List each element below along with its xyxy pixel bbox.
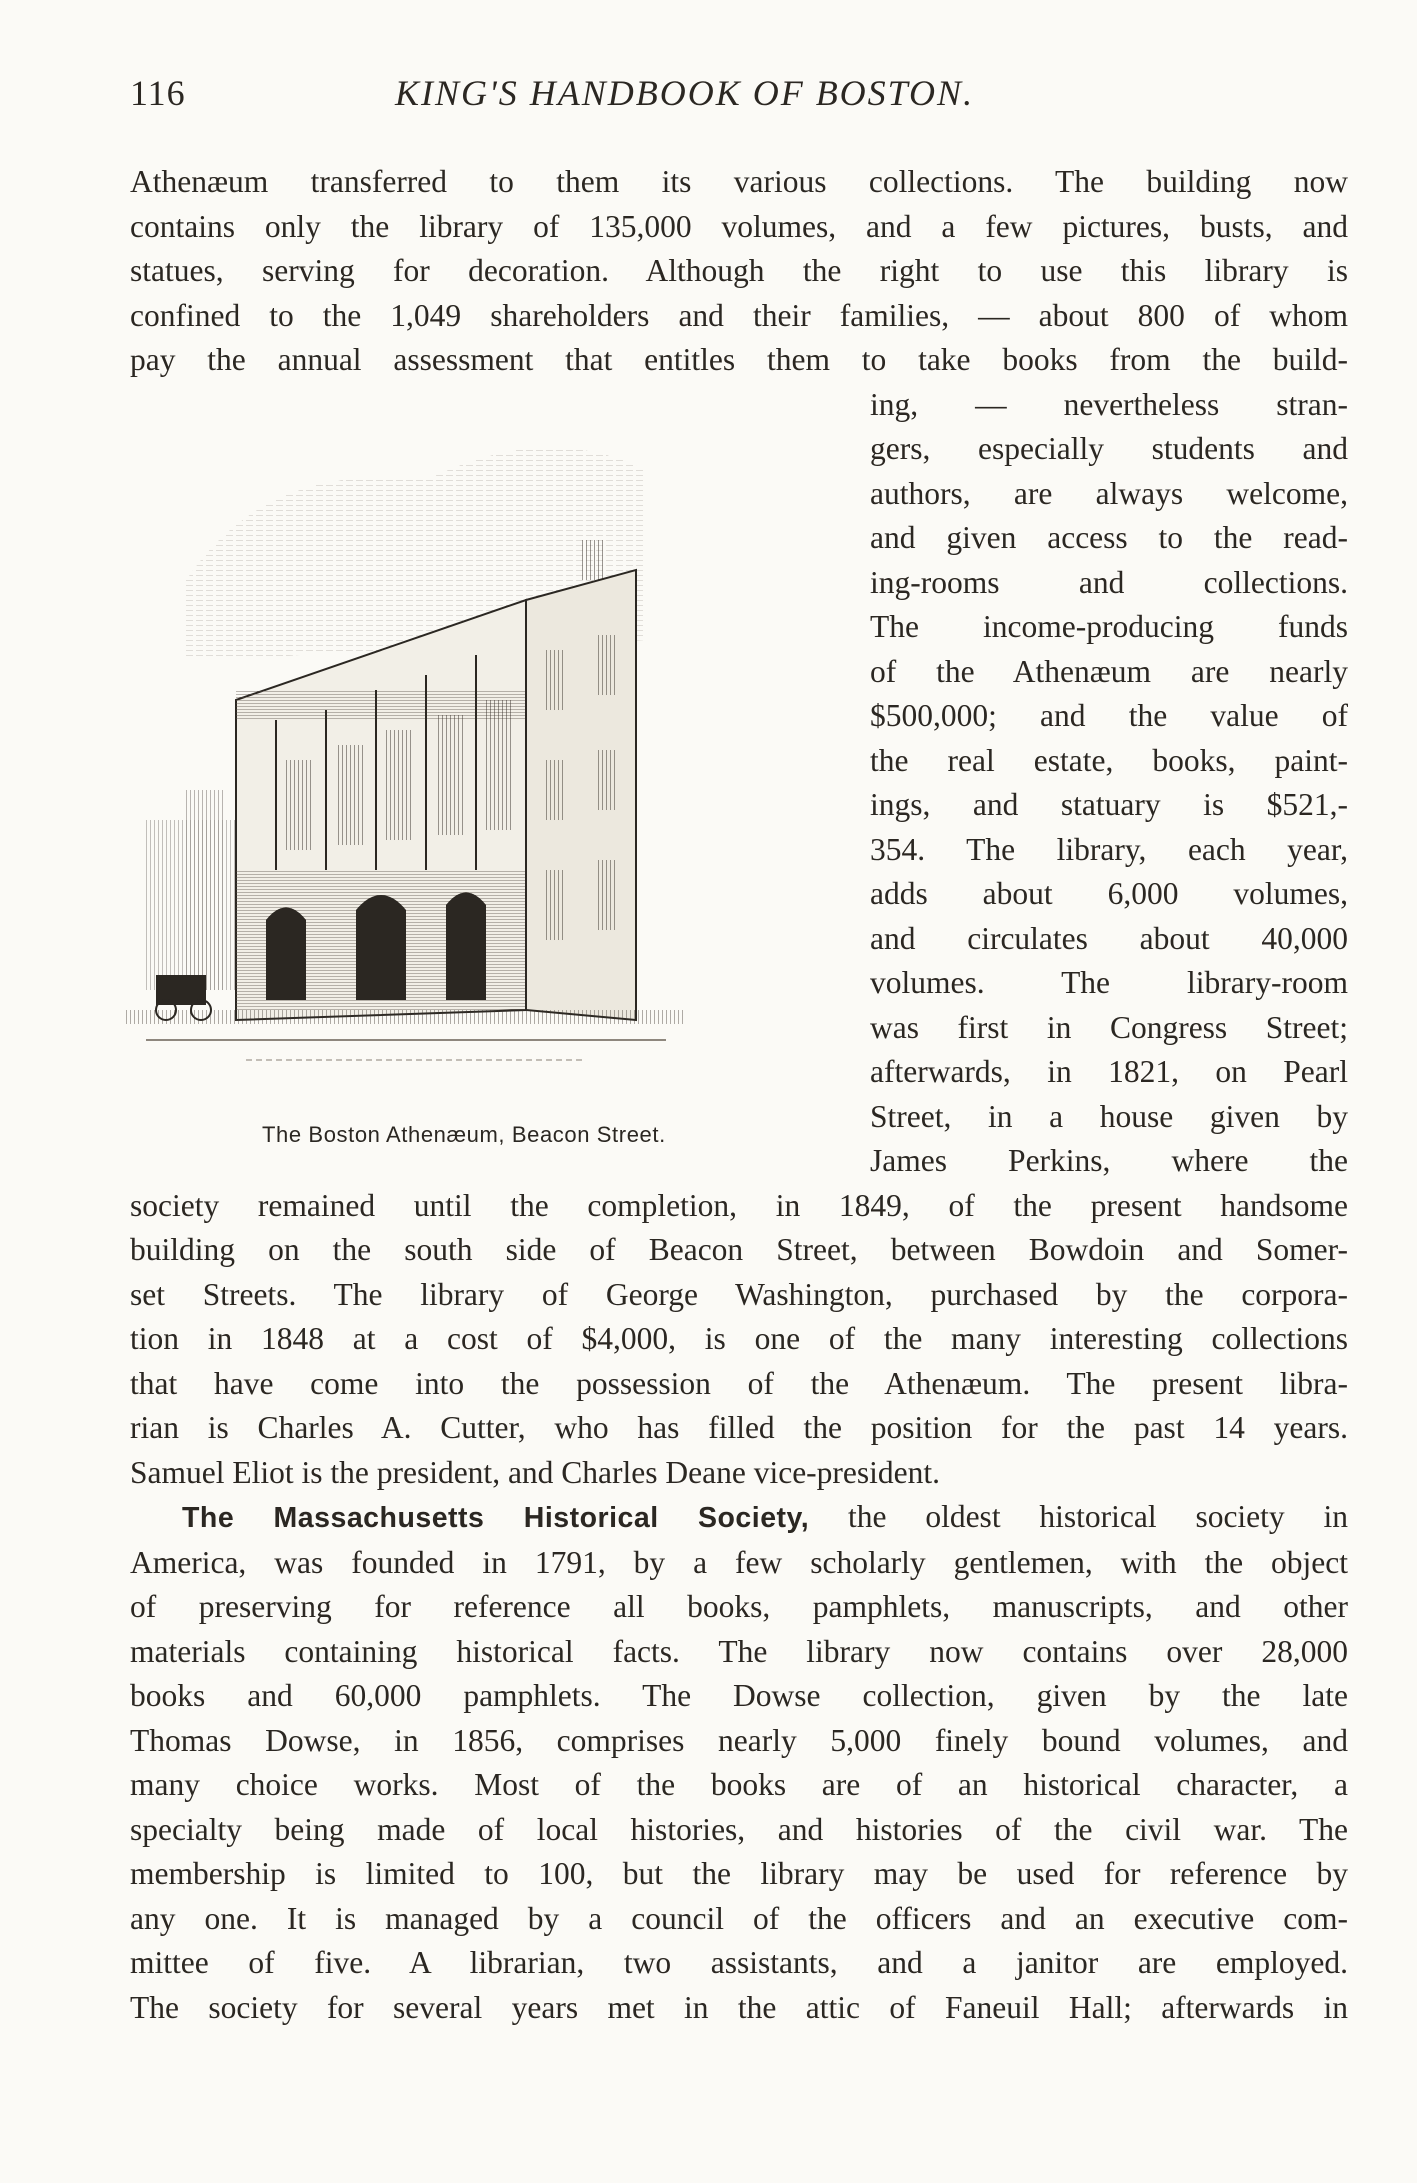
text-line: statues, serving for decoration. Although the right to use this library is bbox=[130, 253, 1348, 288]
text-line: The society for several years met in the attic of Faneuil Hall; afterwards in bbox=[130, 1989, 1348, 2025]
text-line: pay the annual assessment that entitles them to take books from the build- bbox=[130, 342, 1348, 377]
wrap-line: ing, — nevertheless stran- bbox=[870, 386, 1348, 422]
text-line: of preserving for reference all books, pamphlets, manuscripts, and other bbox=[130, 1589, 1348, 1624]
text-run: the oldest historical society in bbox=[848, 1499, 1348, 1534]
wrap-line: $500,000; and the value of bbox=[870, 698, 1348, 733]
text-line: rian is Charles A. Cutter, who has filled the position for the past 14 years. bbox=[130, 1410, 1348, 1445]
wrap-line: James Perkins, where the bbox=[870, 1143, 1348, 1178]
text-line: set Streets. The library of George Washington, purchased by the corpora- bbox=[130, 1276, 1348, 1312]
page-header bbox=[130, 72, 1417, 122]
text-line: that have come into the possession of the Athenæum. The present libra- bbox=[130, 1365, 1348, 1401]
text-line: society remained until the completion, in 1849, of the present handsome bbox=[130, 1187, 1348, 1223]
text-line: Athenæum transferred to them its various collections. The building now bbox=[130, 164, 1348, 199]
text-line: any one. It is managed by a council of the officers and an executive com- bbox=[130, 1900, 1348, 1936]
text-line: Thomas Dowse, in 1856, comprises nearly 5,000 finely bound volumes, and bbox=[130, 1722, 1348, 1758]
wrap-line: of the Athenæum are nearly bbox=[870, 653, 1348, 689]
text-line: contains only the library of 135,000 volumes, and a few pictures, busts, and bbox=[130, 208, 1348, 244]
wrap-line: and circulates about 40,000 bbox=[870, 920, 1348, 956]
text-line: many choice works. Most of the books are of an historical character, a bbox=[130, 1767, 1348, 1802]
text-line: materials containing historical facts. The library now contains over 28,000 bbox=[130, 1633, 1348, 1669]
text-line: membership is limited to 100, but the library may be used for reference by bbox=[130, 1856, 1348, 1891]
wrap-line: gers, especially students and bbox=[870, 431, 1348, 466]
text-line: building on the south side of Beacon Street, between Bowdoin and Somer- bbox=[130, 1232, 1348, 1267]
wrap-line: and given access to the read- bbox=[870, 520, 1348, 555]
running-title: KING'S HANDBOOK OF BOSTON. bbox=[395, 73, 975, 113]
wrap-line: The income-producing funds bbox=[870, 609, 1348, 644]
wrap-line: ings, and statuary is $521,- bbox=[870, 787, 1348, 822]
page-number: 116 bbox=[130, 73, 186, 113]
wrap-line: adds about 6,000 volumes, bbox=[870, 876, 1348, 911]
wrap-line: the real estate, books, paint- bbox=[870, 742, 1348, 778]
wrap-line: was first in Congress Street; bbox=[870, 1009, 1348, 1045]
wrap-line: afterwards, in 1821, on Pearl bbox=[870, 1054, 1348, 1089]
wrap-line: authors, are always welcome, bbox=[870, 475, 1348, 511]
main-text bbox=[130, 160, 1348, 2030]
wrap-line: volumes. The library-room bbox=[870, 965, 1348, 1000]
text-line: mittee of five. A librarian, two assistants, and a janitor are employed. bbox=[130, 1945, 1348, 1980]
section-heading: The Massachusetts Historical Society, bbox=[182, 1502, 810, 1534]
wrap-line: ing-rooms and collections. bbox=[870, 564, 1348, 600]
wrap-line: 354. The library, each year, bbox=[870, 831, 1348, 867]
text-line: books and 60,000 pamphlets. The Dowse collection, given by the late bbox=[130, 1678, 1348, 1713]
figure-caption: The Boston Athenæum, Beacon Street. bbox=[262, 1122, 666, 1147]
text-line: Samuel Eliot is the president, and Charles Deane vice-president. bbox=[130, 1454, 941, 1490]
paragraph-first-line bbox=[130, 1495, 1348, 1541]
text-line: specialty being made of local histories, and histories of the civil war. The bbox=[130, 1811, 1348, 1847]
text-line: tion in 1848 at a cost of $4,000, is one of the many interesting collections bbox=[130, 1321, 1348, 1356]
text-line: confined to the 1,049 shareholders and their families, — about 800 of whom bbox=[130, 297, 1348, 333]
wrap-line: Street, in a house given by bbox=[870, 1098, 1348, 1134]
text-line: America, was founded in 1791, by a few scholarly gentlemen, with the object bbox=[130, 1544, 1348, 1580]
